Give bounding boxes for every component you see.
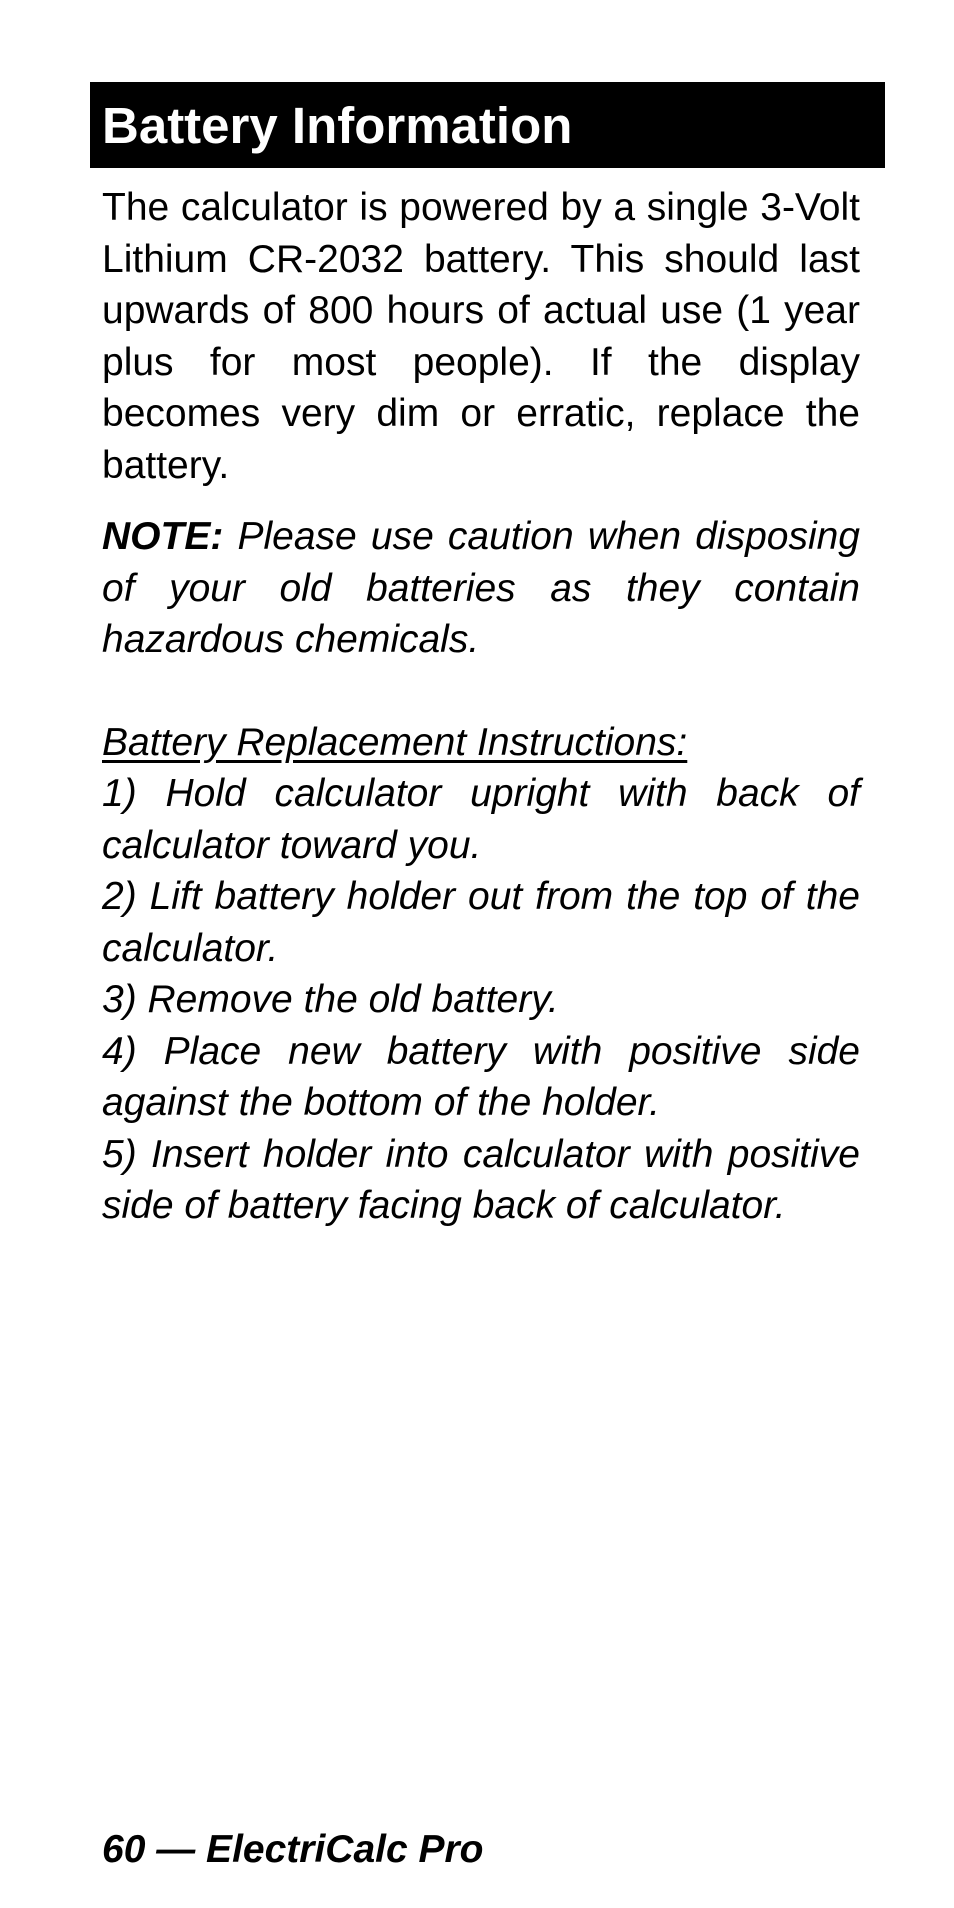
section-header (90, 82, 885, 168)
page-content (102, 182, 860, 1232)
instruction-step-2: 2) Lift battery holder out from the top of the calculator. (102, 875, 860, 970)
section-title: Battery Information (102, 96, 573, 154)
instruction-step-3: 3) Remove the old battery. (102, 978, 559, 1021)
note-text: Please use caution when disposing of your old batteries as they contain hazardous chemicals. (102, 515, 860, 661)
instruction-step-4: 4) Place new battery with positive side against the bottom of the holder. (102, 1029, 860, 1124)
instructions-title: Battery Replacement Instructions: (102, 720, 688, 764)
note-paragraph (102, 511, 860, 666)
intro-paragraph: The calculator is powered by a single 3-Volt Lithium CR-2032 battery. This should last upwards of 800 hours of actual use (1 year plus for most people). If the display becomes very dim or erratic, replace the battery. (102, 186, 860, 487)
instruction-step-1: 1) Hold calculator upright with back of calculator toward you. (102, 772, 860, 867)
note-label: NOTE: (102, 515, 224, 558)
page-footer: 60 — ElectriCalc Pro (102, 1828, 484, 1871)
instruction-step-5: 5) Insert holder into calculator with positive side of battery facing back of calculator. (102, 1132, 860, 1227)
